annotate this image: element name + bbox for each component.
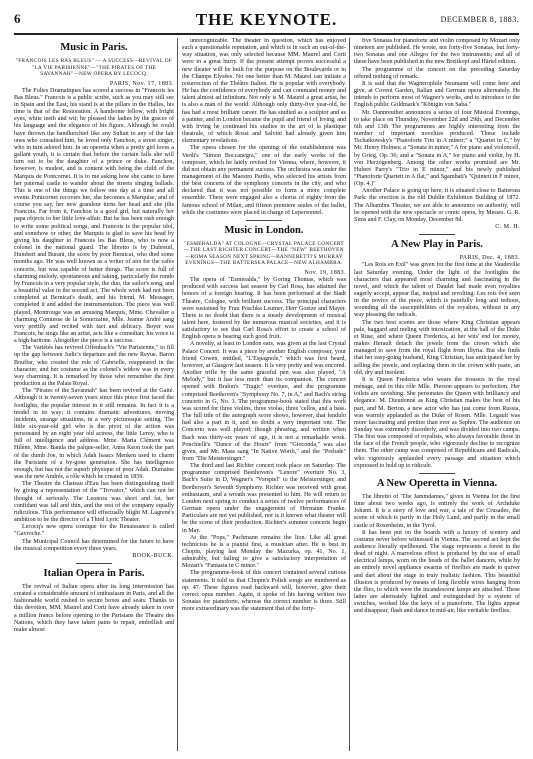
article-heading: Music in Paris. (60, 42, 128, 53)
issue-date: DECEMBER 8, 1883. (440, 15, 519, 24)
paragraph: It has been put on the boards with a luxury of scenery and costume never before witnessed in Vienna. The second act kept the audience literally spellbound. The stage represents a forest in the dead of night. A marvelous effect is produced by the use of small electrical lamps, worn on the heads of the ballet dancers, while by an entirely novel appliance swarms of fireflies are made to quiver and dart about the stage in truly realistic fashion. This beautiful illusion is produced by means of long flexible wires hanging from the flies, to which were the incandescent lamps are attached. These latter are alternately lighted and extinguished by a system of switches, worked like the keys of a pianoforte. The lights appear and disappear, flash and dance in mid-air, like veritable fireflies. (354, 529, 520, 615)
article-heading: A New Play in Paris. (391, 239, 483, 251)
paragraph: It is said that the Wagnerophile Neumann will come here and give, at Covent Garden, Italian and German opera alternately. He intends to perform most of Wagner's works, and to introduce to the English public Goldmark's "Königin von Saba." (354, 80, 520, 109)
paragraph: five Sonatas for pianoforte and violin composed by Mozart only nineteen are published. He wrote, not forty-five Sonatas, but forty-two Sonatas and one Allegro for the two instruments; and all of these have been published in the new Breitkopf and Härtel edition. (354, 38, 520, 66)
paragraph: At the "Pops," Pachmann remains the lion. Like all great technicists he is a pianist first, a musician after. He is best in Chopin, playing last Monday the Mazurka, op. 41, No. 1, admirably, but failing to give a satisfactory interpretation of Mozart's "Fantasia in C minor." (182, 534, 346, 570)
paragraph: It is Queen Frederica who wears the trousers in the royal ménage, and in this rôle Mlle. Pierson appears to perfection. Her toilets are ravishing. She personates the Queen with brilliancy and elegance. M. Dieudonné as King Christian makes the best of his part, and M. Berton, a new actor who has just come from Russia, was warmly applauded as the Duke of Rosen. Mlle. Legault was more fascinating and prettier than ever as Sephor. The audience on Sunday was extremely disorderly, and was divided into two camps. The first was composed of royalists, who always favorable those in the face of the French people, who vigorously decline to recognize them. The other camp was composed of Republicans and Radicals, who vigorously applauded every passage and situation which expressed to hold up to ridicule. (354, 376, 520, 469)
article-heading: A New Operetta in Vienna. (376, 477, 498, 489)
column-1 (14, 38, 174, 753)
paragraph: The libretto of "Die Jammdames," given in Vienna for the first time about two weeks ago, is entirely the work of Archduke Johann. It is a story of love and war, a tale of the Crusades, the scene of which is partly in the Holy Land, and partly in the small castle of Rosenheim, in the Tyrol. (354, 493, 520, 529)
article-heading: Italian Opera in Paris. (43, 567, 145, 579)
column-3 (354, 38, 520, 753)
paragraph: "Les Rois en Exil" was given for the first time at the Vaudeville last Saturday evening. Under the light of the footlights the characters that appeared most charming and fascinating in the novel, and which the talent of Daudet had made even royalties eagerly accept, appear flat, insipid and revolting. Les rois ôvé seen in the novice of the piece, which is painfully long and tedious, wounding all the susceptibilities of the royalists, without in any way pleasing the radicals. (354, 262, 520, 319)
paragraph: The Variétés has revived Offenbach's "Vie Parisienne," to fill up the gap between Judic's departure and the new Revue. Baron Bouffar, who created the role of Gabrielle, reappeared in the character, and her costume as the colonel's widow was in every way charming. It is remarked by those who remember the first production at the Palais Royal. (14, 345, 174, 388)
paragraph: The Folies Dramatiques has scored a success in "Francois les Bas Bleus." Francois is a public scribe, such as you may still see in Spain and the East; his stand is at the pillars in the Halles, his time is that of the Restoration. A handsome fellow, with bright eyes, white teeth and wit; he pleased the ladies by the graces of his language and the elegance of his figure. Although he could have thrown the handkerchief like any Sultan to any of the fair ones who consulted him, he loved only Fanchon, a street singer, who in turn adored him. In an operetta when a pretty girl loves a gallant youth, it is certain that before the curtain falls she will turn out to be the daughter of a prince or duke. Fanchon, however, is modest, and is content with being the child of the Marquis de Pontcornet. It is to me asking how she came to have her paternal castle to wander about the streets singing ballads. This is one of the things we follow one day at a time and all events Pontcornet recovers her, she becomes a Marquise, and of course you say, her new grandeur turns her head and she jilts Francois. Far from it, Fanchon is a good girl, but naturally her papa objects to her little love-affair. But he has been rash enough to write some political songs, and Francois is the popular idol, and somehow or other, the Marquis is glad to save his head by giving his daughter to Francois les Bas Bleus, who is now a colonel in the national guard. The libretto is by Dubreuil, Humbert and Burani, the score by poor Bernicat, who died some months ago. He was well known as a writer of airs for the cafés concerts, but was capable of better things. The score is full of charming melody, spontaneous and taking, particularly the rondo by Francois in a very popular style, the duo, the sailor's song, and a beautiful valse in the second act. The whole work had not been completed at Bernicat's death, and his friend, M. Messager, completed it and added the instrumentation. The piece was well played, Montrouge was an amusing Marquis, Mme. Chevalier a charming Comtesse de la Somerzaine, Mlle. Jeanne André sang very prettily and recited with tact and delicacy. Boyer was Francois, he sings like an artist, acts like a comedian; his voice is a high baritone. Altogether the piece is a success. (14, 87, 174, 345)
masthead-rule (14, 33, 519, 35)
paragraph: A novelty, at least to London ears, was given at the last Crystal Palace Concert. It was a piece by another English composer, your friend Cowen, entitled, "L'Espagnole," which was first heard, however, at Glasgow last season. It is very pretty and was encored. Another trifle by the same graceful pen was also played, "A Melody," but it has less merit than its companion. The concert opened with Brahm's "Tragic" overture, and the programme comprised Beethoven's "Symphony No. 7, in A," and Bach's string concerto in G, No. 3. The programme-book stated that this work was scored for three violins, three violas, three 'cellos, and a bass. The full title of the autograph score shows, however, that fendulo had also a part in it, and no doubt a very important one. The Concerto was well played; though phrasing, and written when Bach was thirty-six years of age, it is not a remarkable work. Ponchielli's "Dance of the Hours" from "Gioconda," was also given, and Mr. Maas sang "In Native Worth," and the "Prelude" from "Die Meistersinger." (182, 341, 346, 462)
signature: BOOK-BUCK. (132, 552, 174, 559)
paragraph: The programme of the concert on the preceding Saturday offered nothing of remark. (354, 66, 520, 80)
article-heading: Music in London. (224, 224, 304, 236)
separator (246, 220, 282, 221)
paragraph: Lecocq's new opera comique for the Renaissance is called "Gavroche." (14, 524, 174, 538)
dateline: Nov. 19, 1883. (304, 269, 346, 276)
paragraph: Mr. Dannreuther announces a series of four Musical Evenings, to take place on Thursday, November 22d and 29th, and December 6th and 13th The programmes are highly interesting from the number of important novelties produced. These include Tschaikowsky's "Pianoforte Trio in A minor;" a "Quartet in C," by Mr. Henry Holmes; a "Sonata in minor," A for piano and violoncell, by Grieg, Op. 36; and a "Sonata in A," for piano and violin, by H. von Herzogenberg. Among the other works promised are Mr. Hubert Parry's "Trio in E minor," and his newly published "Pianoforte Quartett in A flat," and Sgambati's "Quintett in F minor, (Op. 4.)" (354, 109, 520, 188)
dateline: PARIS, Dec. 4, 1883. (459, 255, 520, 262)
article-deck: "FRANCOIS LES BAS BLEUS" — A SUCCESS—REVIVAL OF "LA VIE PARISIENNE"—"THE PIRATES OF THE SAVANNAH"—NEW OPERA BY LECOCQ. (15, 58, 173, 77)
separator (419, 473, 455, 474)
paragraph: The third and last Richter concert took place on Saturday. The programme comprised Beethoven's "Lenore" overture No. 3, Bach's Suite in D, Wagner's "Vorspiel" to the Meistersinger, and Beethoven's Seventh Symphony. Richter was received with great enthusiasm, and a wreath was presented to him. He will return to London next spring to conduct a series of twelve performances of German opera under the engagement of Hermann Franke. Particulars are not yet published, nor is it known what theater will be the scene of their production. Richter's summer concerts begin in May. (182, 463, 346, 534)
column-2 (182, 38, 346, 753)
column-divider (177, 38, 178, 751)
paragraph: The revival of Italian opera after its long intermission has created a considerable amount of enthusiasm in Paris, and all the fashionable world rushed to secure boxes and seats. Thanks to this devotion, MM. Maurel and Corti have already taken in over a million francs before opening to the Parisians the Theatre des Nations, which they have taken pains to repair, embellish and make almost (14, 583, 174, 633)
paragraph: Another Palace is going up here; it is situated close to Battersea Park: the erection is the old Dublin Exhibition Building of 1872. The Alhambra Theater, we are able to announce on authority, will be opened with the new spectacle or comic opera, by Messrs. G. R. Sims and F. Clay, on Monday, December 8d. (354, 188, 520, 223)
column-divider (349, 38, 350, 751)
paragraph: The two best scenes are those where King Christian appears pale, haggard and reeling with intoxication, at the ball of the Duke et Ruse, and where Queen Frederica, at her wits' end for money, makes Herault detach the jewels from the crown which she managed to save from the royal flight from Illyria. But she finds that her easy-going husband, King Christian, has anticipated her by selling the jewels, and replacing them in the crown with paste, an old, dry and insolent. (354, 319, 520, 376)
article-deck: "ESMERALDA" AT COLOGNE—CRYSTAL PALACE CONCERT —THE LAST RICHTER CONCERT—THE "NEW" BEETHOVEN—ROMA SEASON NEXT SPRING—BANNERETTI'S MURRAY EVENINGS—THE BATTERSEA PALACE—NEW ALHAMBRA. (184, 240, 344, 267)
paragraph: The Municipal Council has determined for the future to have the musical competition every three years. (14, 538, 174, 552)
paragraph: The opera of "Esmeralda," by Goring Thomas, which was produced with success last season by Carl Rosa, has attained the honors of a foreign hearing. It has been performed at the Stadt Theatre, Cologne, with brilliant success. The principal characters were sustained by Frau Poschka Leutner, Herr Goetze and Mayer. There is no doubt that there is a steady development of musical talent here, fostered by the numerous musical societies, and it is satisfactory to see that Carl Rosa's effort to create a school of English opera is bearing such good fruit. (182, 277, 346, 341)
paragraph: unrecognizable. The theater in question, which has enjoyed such a questionable reputation, and which is in such an out-of-the-way situation, was only selected because MM. Maurel and Corti were in a great hurry. If the present attempt proves successful a new theater will be built for the purpose on the Boulevards or in the Champs Elysées. No one better than M. Maurel can initiate a resurrection of the Théâtre Italien. He is popular with everybody. He has the confidence of everybody and can command money and talent almost ad infinitum. Not only is M. Maurel a great artist, he is also a man of the world. Although only thirty-five year-old, he has had a most brilliant career. He has studied as a sculptor and as a painter, and in London became the pupil and friend of Irving, and with Irving he continued his studies in the art of la plastique theatrale, of which Rossi and Salvini had already given him elementary revelations. (182, 38, 346, 145)
masthead (14, 10, 519, 32)
paragraph: The "Pirates of the Savannah" has been revived at the Gaité. Although it is twenty-seven years since this piece first faced the footlights, the popular interest in it still remains. In fact it is a model in its way; it contains dramatic adventures, moving incidents, strange situations, in a very picturesque setting. The little six-year-old girl who is the pivot of the action was personated by an eight year old actress, the little Leroy, who is full of intelligence and address. Mme. Maria Clément was Hilène, Mme. Banda the palque-seller, Anna Keon took the part of the dumb Joe, in which Adah Isaacs Menken used to charm the Parisians of a by-gone generation. She has intelligence enough, but has not the superb physique of poor Adah. Dumaine was the new Andrés, a rôle which he created in 1859. (14, 388, 174, 481)
separator (76, 563, 112, 564)
publication-title: THE KEYNOTE. (195, 10, 338, 29)
paragraph: The programme-book of this concert contained several curious statements. It told us that Chopin's Polish songs are numbered as op. 47. These figures read backward will, however, give their correct opus number. Again, it spoke of his having written two Sonatas for pianoforte, whereas the correct number is three. Still more extraordinary was the statement that of the forty- (182, 570, 346, 613)
paragraph: The Theatre du Chateau d'Eau has been distinguishing itself by giving a representation of the "Trovator," which can not be thought of seriously. The Leonora was short and fat, her confidant was tall and thin, and the rest of the company equally ridiculous. This performance will effectually blight M. Lagrené's ambition to be the director of a Third Lyric Theater. (14, 481, 174, 524)
page-number: 6 (14, 11, 21, 26)
separator (419, 234, 455, 235)
paragraph: The opera chosen for the opening of the establishment was Verdi's "Simon Boccanegra," one of the early works of the composer, which he lately revised for Vienna, where, however, it did not obtain any permanent success. The orchestra was under the management of the Maestro Pardis, who selected his artists from the best concerts of the symphony concerts in the city, and who declared that it was not possible to form a more complete ensemble. There were engaged also a chorus of eighty from the famous school of Milan, and fifteen premiere seules of the ballet, while the costumes were placed in charge of Lepersonnel. (182, 145, 346, 216)
dateline: PARIS, Nov. 17, 1883. (109, 80, 174, 87)
signature: C. M. H. (495, 224, 520, 231)
